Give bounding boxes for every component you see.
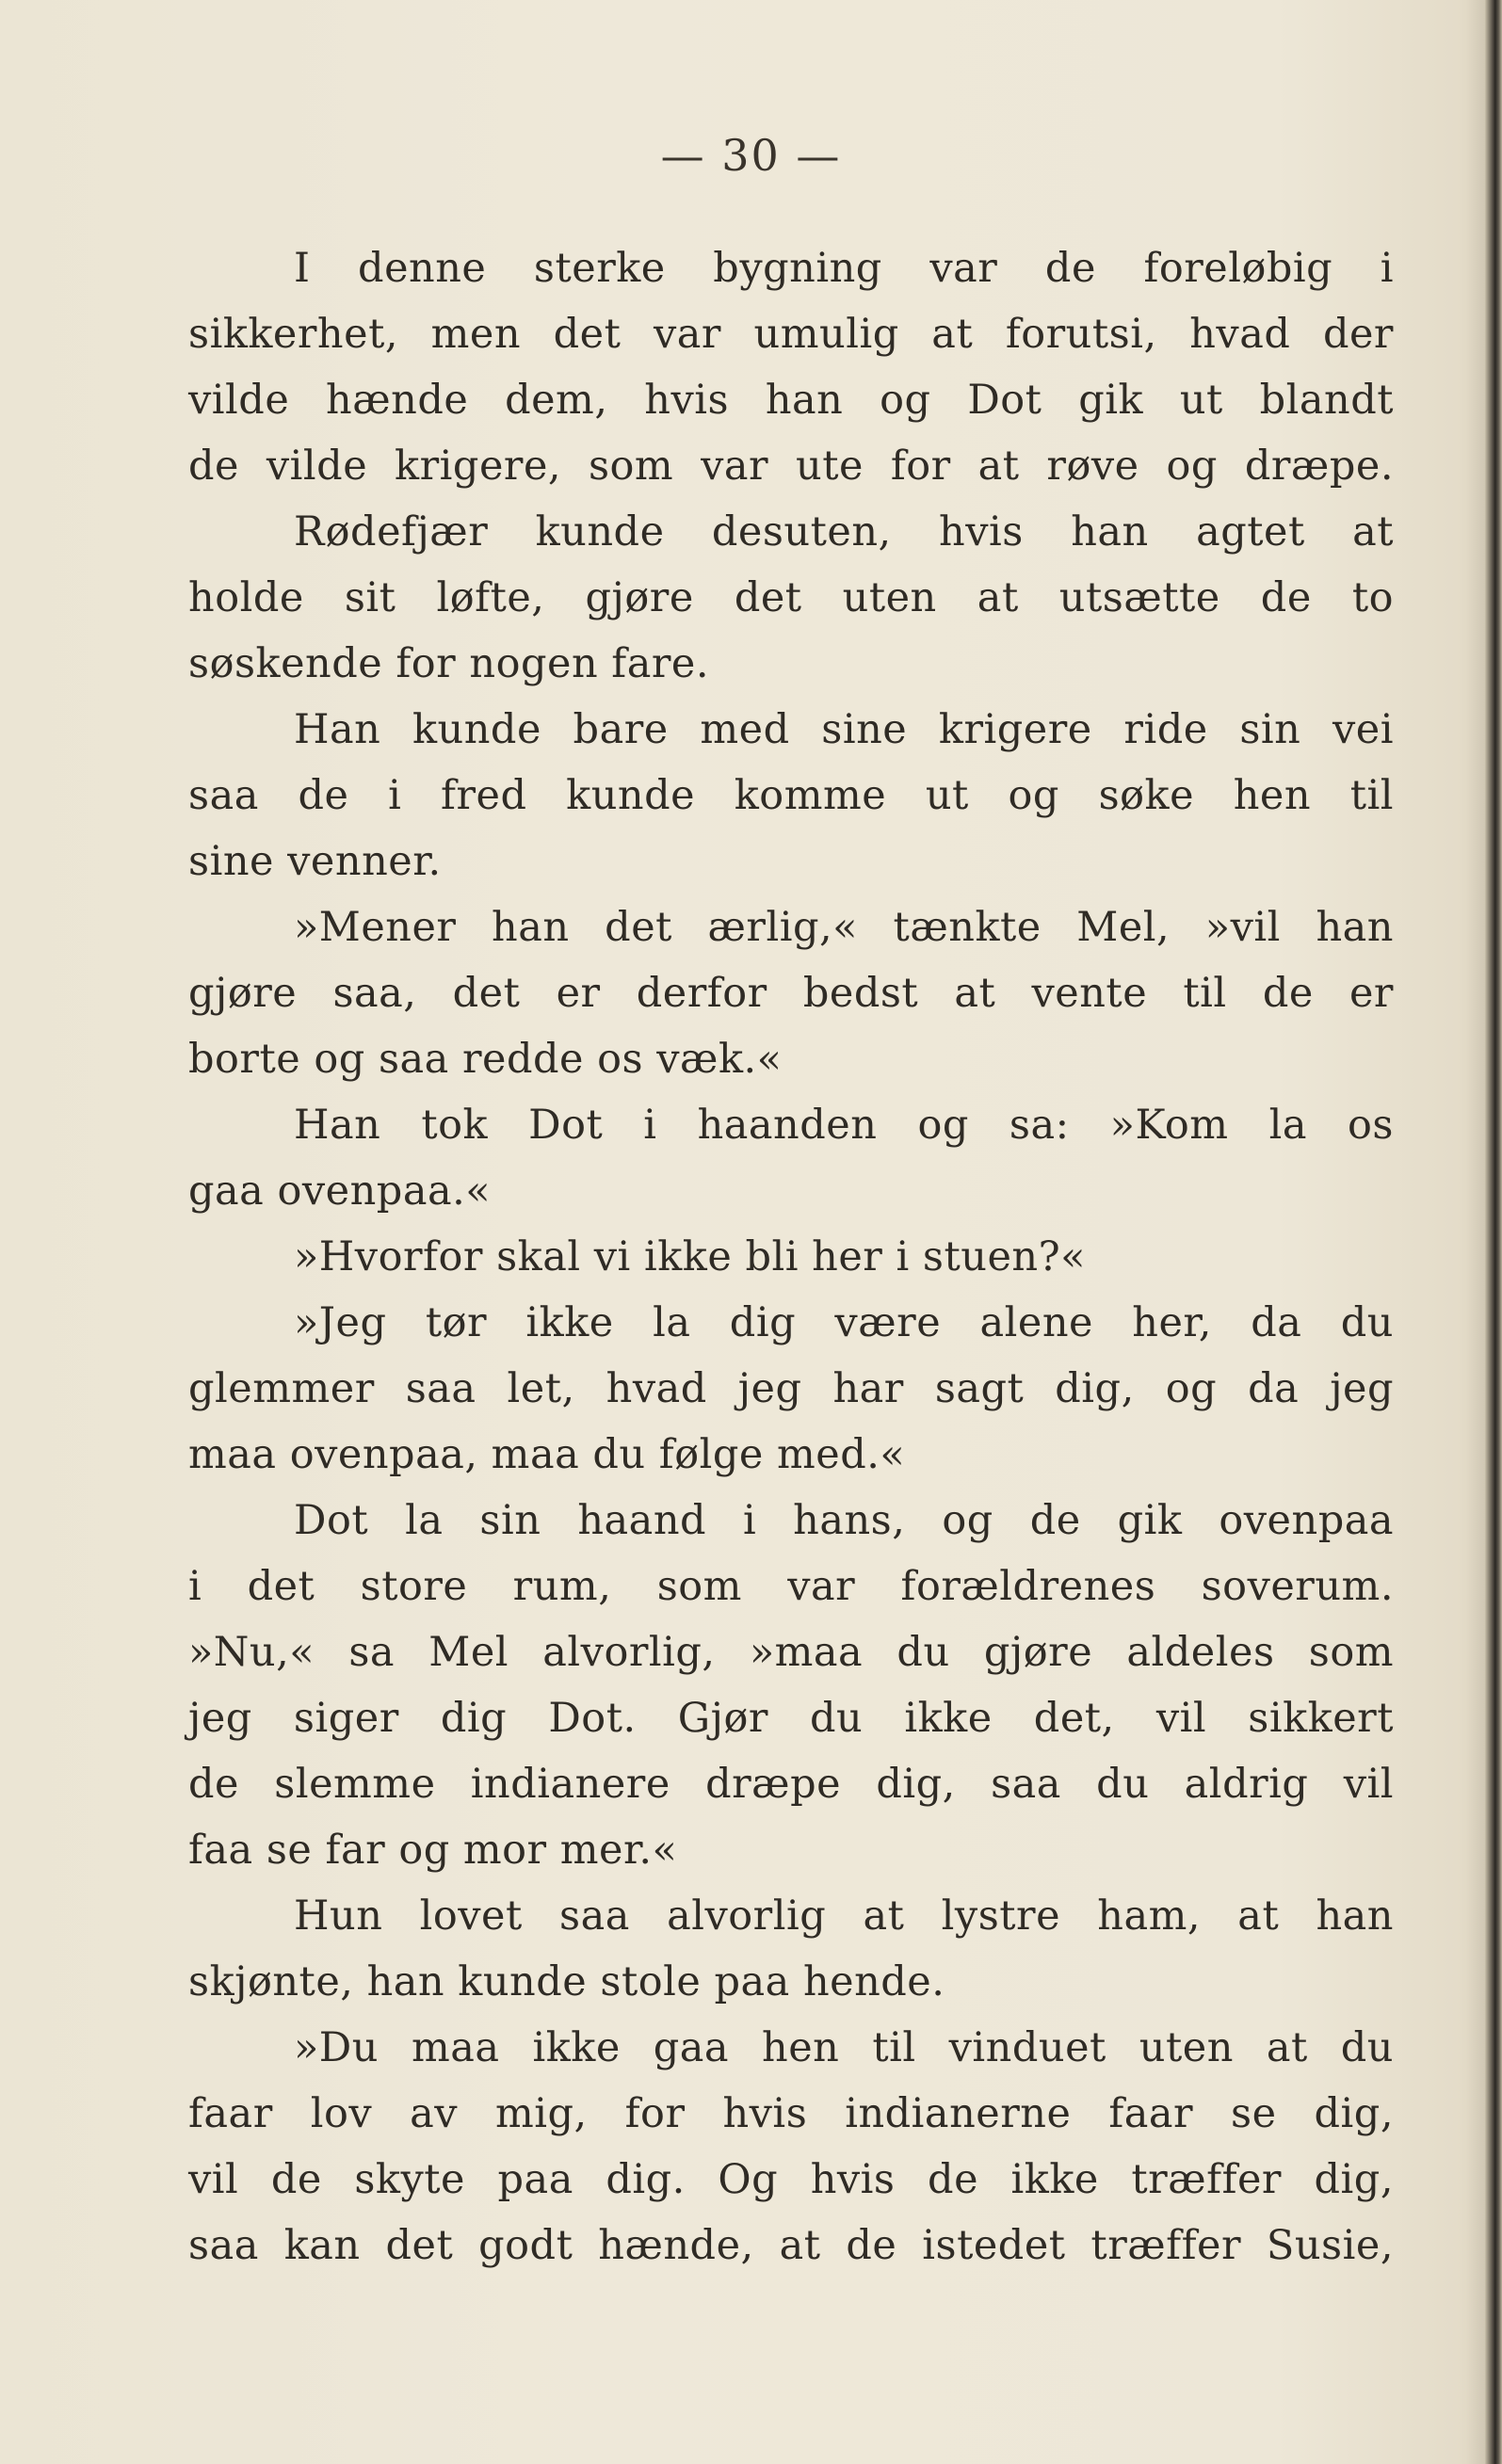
text-line: skjønte, han kunde stole paa hende. [188, 1958, 945, 2005]
text-line: Han kunde bare med sine krigere ride sin vei [294, 706, 1394, 753]
text-line: I denne sterke bygning var de foreløbig i [294, 245, 1394, 292]
page-number: — 30 — [660, 130, 842, 181]
text-line: glemmer saa let, hvad jeg har sagt dig, og da jeg [188, 1365, 1394, 1412]
text-line: faar lov av mig, for hvis indianerne faar se dig, [188, 2090, 1394, 2137]
text-line: maa ovenpaa, maa du følge med.« [188, 1431, 906, 1478]
body-text [188, 235, 1394, 2279]
text-line: Dot la sin haand i hans, og de gik ovenpaa [294, 1497, 1394, 1544]
text-line: gaa ovenpaa.« [188, 1168, 492, 1215]
text-line: saa de i fred kunde komme ut og søke hen til [188, 772, 1394, 819]
text-line: Hun lovet saa alvorlig at lystre ham, at han [294, 1892, 1394, 1940]
text-line: »Jeg tør ikke la dig være alene her, da du [294, 1299, 1394, 1346]
text-line: de vilde krigere, som var ute for at røve og dræpe. [188, 443, 1394, 490]
text-line: »Hvorfor skal vi ikke bli her i stuen?« [294, 1233, 1086, 1280]
text-line: Rødefjær kunde desuten, hvis han agtet at [294, 508, 1394, 556]
text-line: Han tok Dot i haanden og sa: »Kom la os [294, 1102, 1394, 1149]
text-line: »Nu,« sa Mel alvorlig, »maa du gjøre aldeles som [188, 1629, 1394, 1676]
text-line: »Mener han det ærlig,« tænkte Mel, »vil han [294, 904, 1394, 951]
binding-shadow [1466, 0, 1485, 2464]
text-line: holde sit løfte, gjøre det uten at utsætte de to [188, 574, 1394, 621]
text-line: i det store rum, som var forældrenes soverum. [188, 1563, 1394, 1610]
book-binding-edge [1485, 0, 1502, 2464]
text-line: jeg siger dig Dot. Gjør du ikke det, vil sikkert [188, 1695, 1394, 1742]
text-line: sikkerhet, men det var umulig at forutsi, hvad der [188, 311, 1394, 358]
text-line: de slemme indianere dræpe dig, saa du aldrig vil [188, 1761, 1394, 1808]
text-line: faa se far og mor mer.« [188, 1827, 678, 1874]
text-line: saa kan det godt hænde, at de istedet træffer Susie, [188, 2222, 1394, 2269]
text-line: »Du maa ikke gaa hen til vinduet uten at du [294, 2024, 1394, 2071]
text-line: vil de skyte paa dig. Og hvis de ikke træffer dig, [188, 2156, 1394, 2203]
text-line: gjøre saa, det er derfor bedst at vente til de er [188, 970, 1394, 1017]
text-line: søskende for nogen fare. [188, 640, 710, 687]
text-line: sine venner. [188, 838, 442, 885]
text-line: vilde hænde dem, hvis han og Dot gik ut blandt [188, 377, 1394, 424]
text-line: borte og saa redde os væk.« [188, 1036, 783, 1083]
